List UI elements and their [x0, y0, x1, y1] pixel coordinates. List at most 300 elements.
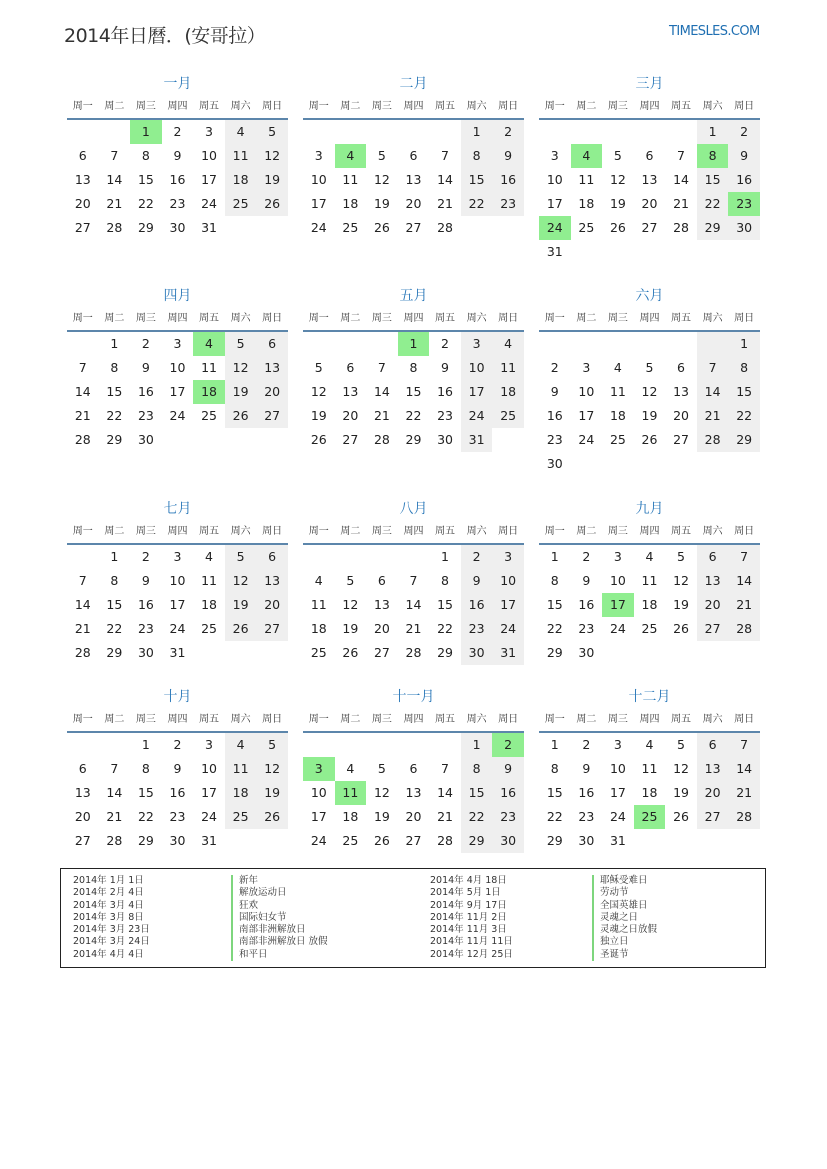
- day-cell: 26: [342, 645, 359, 660]
- day-cell: 29: [546, 833, 563, 848]
- day-grid: [303, 332, 524, 452]
- day-cell: 11: [578, 172, 595, 187]
- month-name: 一月: [163, 76, 192, 92]
- day-cell: 18: [492, 380, 524, 404]
- weekday-label: 周五: [199, 526, 220, 537]
- day-cell: 20: [74, 809, 91, 824]
- weekday-label: 周三: [135, 101, 156, 112]
- day-cell: 30: [546, 456, 563, 471]
- day-cell: 23: [546, 432, 563, 447]
- day-cell: 2: [582, 737, 591, 752]
- day-cell: 21: [74, 408, 91, 423]
- day-cell: 5: [346, 573, 355, 588]
- weekday-label: 周四: [167, 313, 188, 324]
- day-cell: 11: [225, 757, 257, 781]
- empty-cell: [67, 120, 99, 144]
- day-cell: 29: [405, 432, 422, 447]
- day-cell: 4: [613, 360, 622, 375]
- weekday-label: 周二: [576, 313, 597, 324]
- day-cell: 20: [74, 196, 91, 211]
- weekday-label: 周日: [498, 101, 519, 112]
- weekday-header: [67, 308, 288, 332]
- day-cell: 2: [728, 120, 760, 144]
- day-cell: 28: [728, 805, 760, 829]
- day-cell: 9: [582, 761, 591, 776]
- day-cell: 21: [106, 196, 123, 211]
- day-cell: 12: [641, 384, 658, 399]
- day-cell: 18: [225, 168, 257, 192]
- month-name: 十二月: [628, 689, 671, 705]
- day-cell: 8: [461, 757, 493, 781]
- weekday-label: 周六: [230, 101, 251, 112]
- day-cell: 16: [461, 593, 493, 617]
- day-cell: 29: [437, 645, 453, 660]
- weekday-label: 周五: [435, 714, 456, 725]
- day-cell: 24: [461, 404, 493, 428]
- day-grid: [303, 120, 524, 240]
- empty-cell: [366, 332, 398, 356]
- day-cell: 2: [141, 549, 150, 564]
- day-cell: 17: [169, 384, 186, 399]
- day-cell: 29: [546, 645, 563, 660]
- day-cell: 3: [314, 148, 323, 163]
- day-cell: 29: [728, 428, 760, 452]
- day-cell: 17: [492, 593, 524, 617]
- holiday-date: 2014年 3月 23日: [73, 924, 150, 936]
- day-cell: 16: [137, 597, 154, 612]
- holiday-name: 灵魂之日: [592, 912, 657, 924]
- page-title: 2014年日曆．(安哥拉）: [64, 25, 266, 47]
- day-cell: 14: [437, 172, 453, 187]
- day-cell: 1: [110, 336, 119, 351]
- day-cell: 4: [492, 332, 524, 356]
- day-cell: 21: [74, 621, 91, 636]
- empty-cell: [634, 332, 666, 356]
- day-cell: 28: [74, 432, 91, 447]
- day-cell: 1: [461, 120, 493, 144]
- weekday-label: 周一: [308, 714, 329, 725]
- weekday-header: [67, 521, 288, 545]
- empty-cell: [67, 733, 99, 757]
- holiday-date: 2014年 3月 8日: [73, 911, 144, 923]
- day-cell: 13: [373, 597, 390, 612]
- weekday-label: 周二: [104, 526, 125, 537]
- day-cell: 28: [437, 833, 453, 848]
- day-cell: 22: [405, 408, 422, 423]
- day-cell: 31: [169, 645, 186, 660]
- day-cell: 1: [398, 332, 430, 356]
- weekday-label: 周六: [702, 313, 723, 324]
- day-cell: 27: [697, 617, 729, 641]
- day-cell: 10: [310, 785, 327, 800]
- month-name: 四月: [163, 288, 192, 304]
- weekday-label: 周四: [167, 714, 188, 725]
- month-block: [539, 685, 760, 853]
- day-cell: 11: [492, 356, 524, 380]
- day-cell: 8: [550, 573, 559, 588]
- day-cell: 13: [256, 569, 288, 593]
- day-cell: 13: [74, 172, 91, 187]
- holiday-name: 耶稣受难日: [592, 875, 657, 887]
- day-cell: 7: [110, 761, 119, 776]
- day-cell: 28: [437, 220, 453, 235]
- month-name: 二月: [399, 76, 428, 92]
- day-cell: 26: [225, 617, 257, 641]
- day-cell: 24: [539, 216, 571, 240]
- day-cell: 12: [373, 172, 390, 187]
- day-cell: 21: [673, 196, 689, 211]
- holiday-date: 2014年 2月 4日: [73, 887, 144, 899]
- day-cell: 10: [169, 573, 186, 588]
- empty-cell: [303, 332, 335, 356]
- day-cell: 3: [461, 332, 493, 356]
- day-cell: 25: [634, 805, 666, 829]
- day-cell: 16: [578, 785, 595, 800]
- day-cell: 30: [137, 432, 154, 447]
- month-block: [67, 497, 288, 665]
- day-cell: 18: [578, 196, 595, 211]
- weekday-header: [303, 521, 524, 545]
- day-cell: 3: [613, 737, 622, 752]
- empty-cell: [398, 733, 430, 757]
- day-cell: 22: [728, 404, 760, 428]
- day-grid: [303, 545, 524, 665]
- weekday-label: 周三: [607, 714, 628, 725]
- weekday-label: 周一: [308, 313, 329, 324]
- day-cell: 24: [310, 833, 327, 848]
- empty-cell: [398, 120, 430, 144]
- day-cell: 9: [173, 761, 182, 776]
- day-cell: 30: [137, 645, 154, 660]
- weekday-label: 周六: [466, 313, 487, 324]
- day-cell: 4: [225, 733, 257, 757]
- day-cell: 23: [578, 621, 595, 636]
- empty-cell: [99, 120, 131, 144]
- weekday-label: 周一: [308, 101, 329, 112]
- day-cell: 2: [173, 737, 182, 752]
- day-cell: 30: [578, 833, 595, 848]
- day-cell: 8: [728, 356, 760, 380]
- empty-cell: [539, 120, 571, 144]
- day-cell: 24: [609, 621, 626, 636]
- day-cell: 11: [641, 761, 658, 776]
- day-cell: 18: [342, 196, 359, 211]
- day-cell: 16: [137, 384, 154, 399]
- day-cell: 2: [173, 124, 182, 139]
- day-cell: 5: [256, 733, 288, 757]
- holiday-name: 南部非洲解放日: [231, 924, 328, 936]
- day-cell: 28: [106, 833, 123, 848]
- month-name: 三月: [635, 76, 664, 92]
- day-cell: 4: [335, 144, 367, 168]
- day-cell: 7: [441, 148, 449, 163]
- day-cell: 22: [137, 196, 154, 211]
- empty-cell: [571, 332, 603, 356]
- weekday-label: 周二: [576, 101, 597, 112]
- day-cell: 29: [461, 829, 493, 853]
- day-cell: 31: [461, 428, 493, 452]
- day-cell: 17: [310, 196, 327, 211]
- day-cell: 21: [728, 781, 760, 805]
- day-cell: 15: [106, 597, 123, 612]
- day-cell: 19: [310, 408, 327, 423]
- day-grid: [303, 733, 524, 853]
- day-cell: 19: [373, 809, 390, 824]
- day-cell: 9: [492, 757, 524, 781]
- weekday-label: 周五: [435, 101, 456, 112]
- day-cell: 4: [346, 761, 355, 776]
- day-grid: [67, 332, 288, 452]
- day-cell: 2: [441, 336, 449, 351]
- empty-cell: [429, 120, 461, 144]
- day-cell: 31: [609, 833, 626, 848]
- day-cell: 26: [256, 192, 288, 216]
- weekday-label: 周日: [498, 313, 519, 324]
- weekday-label: 周五: [671, 101, 692, 112]
- day-cell: 10: [578, 384, 595, 399]
- weekday-label: 周二: [576, 714, 597, 725]
- month-block: [303, 284, 524, 452]
- month-block: [67, 685, 288, 853]
- day-cell: 20: [373, 621, 390, 636]
- day-cell: 14: [405, 597, 422, 612]
- day-cell: 21: [437, 809, 453, 824]
- day-cell: 30: [492, 829, 524, 853]
- day-cell: 9: [141, 573, 150, 588]
- day-cell: 1: [461, 733, 493, 757]
- month-name: 十一月: [392, 689, 435, 705]
- holiday-name: 圣诞节: [592, 949, 657, 961]
- day-cell: 25: [609, 432, 626, 447]
- day-cell: 17: [578, 408, 595, 423]
- empty-cell: [99, 733, 131, 757]
- day-cell: 3: [492, 545, 524, 569]
- day-cell: 19: [673, 785, 689, 800]
- day-cell: 17: [461, 380, 493, 404]
- day-cell: 5: [314, 360, 323, 375]
- empty-cell: [335, 120, 367, 144]
- holiday-name: 灵魂之日放假: [592, 924, 657, 936]
- day-cell: 27: [641, 220, 658, 235]
- day-cell: 27: [74, 220, 91, 235]
- day-cell: 27: [405, 833, 422, 848]
- day-cell: 13: [673, 384, 689, 399]
- brand-link[interactable]: TIMESLES.COM: [669, 24, 760, 39]
- day-cell: 10: [169, 360, 186, 375]
- day-cell: 26: [373, 833, 390, 848]
- day-cell: 16: [437, 384, 453, 399]
- month-block: [67, 284, 288, 452]
- empty-cell: [303, 733, 335, 757]
- day-cell: 12: [256, 757, 288, 781]
- month-block: [539, 497, 760, 665]
- day-cell: 7: [409, 573, 418, 588]
- day-cell: 12: [673, 761, 689, 776]
- day-cell: 14: [728, 757, 760, 781]
- day-grid: [539, 733, 760, 853]
- weekday-label: 周四: [639, 526, 660, 537]
- empty-cell: [697, 332, 729, 356]
- month-block: [67, 72, 288, 240]
- day-cell: 15: [697, 168, 729, 192]
- day-cell: 5: [256, 120, 288, 144]
- holiday-date: 2014年 3月 4日: [73, 899, 144, 911]
- day-cell: 22: [461, 192, 493, 216]
- day-cell: 14: [74, 597, 91, 612]
- holiday-date: 2014年 12月 25日: [430, 948, 513, 960]
- day-cell: 12: [673, 573, 689, 588]
- weekday-label: 周日: [262, 714, 283, 725]
- day-cell: 20: [405, 809, 422, 824]
- day-cell: 19: [225, 593, 257, 617]
- empty-cell: [335, 545, 367, 569]
- day-cell: 6: [377, 573, 386, 588]
- weekday-label: 周日: [262, 101, 283, 112]
- weekday-label: 周三: [371, 101, 392, 112]
- weekday-label: 周一: [544, 714, 565, 725]
- empty-cell: [634, 120, 666, 144]
- weekday-label: 周三: [135, 526, 156, 537]
- day-cell: 24: [169, 408, 186, 423]
- day-cell: 27: [405, 220, 422, 235]
- day-cell: 2: [461, 545, 493, 569]
- empty-cell: [67, 332, 99, 356]
- day-cell: 25: [201, 408, 217, 423]
- weekday-label: 周日: [498, 526, 519, 537]
- day-cell: 20: [342, 408, 359, 423]
- day-cell: 10: [609, 761, 626, 776]
- weekday-label: 周四: [403, 101, 424, 112]
- day-cell: 19: [256, 168, 288, 192]
- day-cell: 15: [405, 384, 422, 399]
- day-cell: 31: [492, 641, 524, 665]
- day-cell: 23: [169, 809, 186, 824]
- day-cell: 14: [728, 569, 760, 593]
- day-cell: 24: [201, 196, 217, 211]
- month-block: [303, 685, 524, 853]
- weekday-label: 周五: [671, 714, 692, 725]
- day-cell: 22: [546, 809, 563, 824]
- day-cell: 1: [550, 737, 559, 752]
- day-cell: 4: [193, 332, 225, 356]
- day-cell: 18: [641, 597, 658, 612]
- day-cell: 9: [582, 573, 591, 588]
- weekday-label: 周一: [72, 714, 93, 725]
- day-cell: 14: [673, 172, 689, 187]
- day-cell: 18: [342, 809, 359, 824]
- day-cell: 5: [377, 761, 386, 776]
- weekday-header: [303, 709, 524, 733]
- holiday-dates-left: [73, 875, 150, 961]
- day-cell: 5: [613, 148, 622, 163]
- day-cell: 17: [310, 809, 327, 824]
- weekday-label: 周三: [607, 526, 628, 537]
- day-cell: 22: [697, 192, 729, 216]
- day-cell: 30: [437, 432, 453, 447]
- day-cell: 3: [205, 737, 213, 752]
- day-cell: 20: [641, 196, 658, 211]
- day-cell: 9: [728, 144, 760, 168]
- day-cell: 8: [409, 360, 418, 375]
- day-cell: 12: [225, 356, 257, 380]
- day-cell: 22: [137, 809, 154, 824]
- day-cell: 6: [697, 733, 729, 757]
- day-cell: 23: [578, 809, 595, 824]
- day-cell: 14: [373, 384, 390, 399]
- month-block: [539, 284, 760, 476]
- weekday-header: [67, 709, 288, 733]
- holiday-name: 和平日: [231, 949, 328, 961]
- day-cell: 30: [169, 220, 186, 235]
- day-cell: 18: [193, 380, 225, 404]
- weekday-label: 周日: [262, 313, 283, 324]
- holiday-date: 2014年 3月 24日: [73, 936, 150, 948]
- weekday-label: 周四: [403, 714, 424, 725]
- month-name: 七月: [163, 501, 192, 517]
- month-block: [539, 72, 760, 264]
- holiday-date: 2014年 11月 11日: [430, 936, 513, 948]
- day-cell: 1: [441, 549, 449, 564]
- empty-cell: [335, 733, 367, 757]
- day-cell: 16: [169, 172, 186, 187]
- day-cell: 23: [492, 192, 524, 216]
- day-cell: 18: [310, 621, 327, 636]
- day-cell: 18: [201, 597, 217, 612]
- day-cell: 28: [697, 428, 729, 452]
- day-grid: [539, 332, 760, 476]
- weekday-label: 周日: [734, 101, 755, 112]
- weekday-label: 周四: [639, 714, 660, 725]
- day-cell: 8: [697, 144, 729, 168]
- day-cell: 25: [342, 833, 359, 848]
- day-cell: 12: [310, 384, 327, 399]
- holiday-name: 南部非洲解放日 放假: [231, 936, 328, 948]
- day-cell: 11: [201, 573, 217, 588]
- day-cell: 6: [346, 360, 355, 375]
- day-cell: 30: [461, 641, 493, 665]
- day-cell: 15: [728, 380, 760, 404]
- weekday-label: 周四: [167, 526, 188, 537]
- day-cell: 15: [461, 781, 493, 805]
- weekday-label: 周三: [371, 714, 392, 725]
- weekday-label: 周二: [104, 714, 125, 725]
- day-cell: 6: [256, 545, 288, 569]
- weekday-label: 周二: [340, 714, 361, 725]
- day-cell: 14: [106, 172, 123, 187]
- weekday-label: 周五: [199, 101, 220, 112]
- holiday-date: 2014年 9月 17日: [430, 899, 507, 911]
- day-cell: 28: [728, 617, 760, 641]
- day-cell: 10: [310, 172, 327, 187]
- day-cell: 17: [602, 593, 634, 617]
- day-cell: 9: [441, 360, 449, 375]
- day-cell: 15: [546, 597, 563, 612]
- day-cell: 29: [137, 220, 154, 235]
- day-cell: 29: [137, 833, 154, 848]
- day-cell: 15: [437, 597, 453, 612]
- day-cell: 24: [609, 809, 626, 824]
- day-cell: 27: [256, 617, 288, 641]
- month-name: 八月: [399, 501, 428, 517]
- day-grid: [67, 545, 288, 665]
- weekday-label: 周四: [403, 526, 424, 537]
- weekday-label: 周二: [340, 101, 361, 112]
- day-cell: 7: [110, 148, 119, 163]
- day-grid: [67, 733, 288, 853]
- day-cell: 3: [550, 148, 559, 163]
- day-cell: 22: [106, 621, 123, 636]
- day-cell: 21: [437, 196, 453, 211]
